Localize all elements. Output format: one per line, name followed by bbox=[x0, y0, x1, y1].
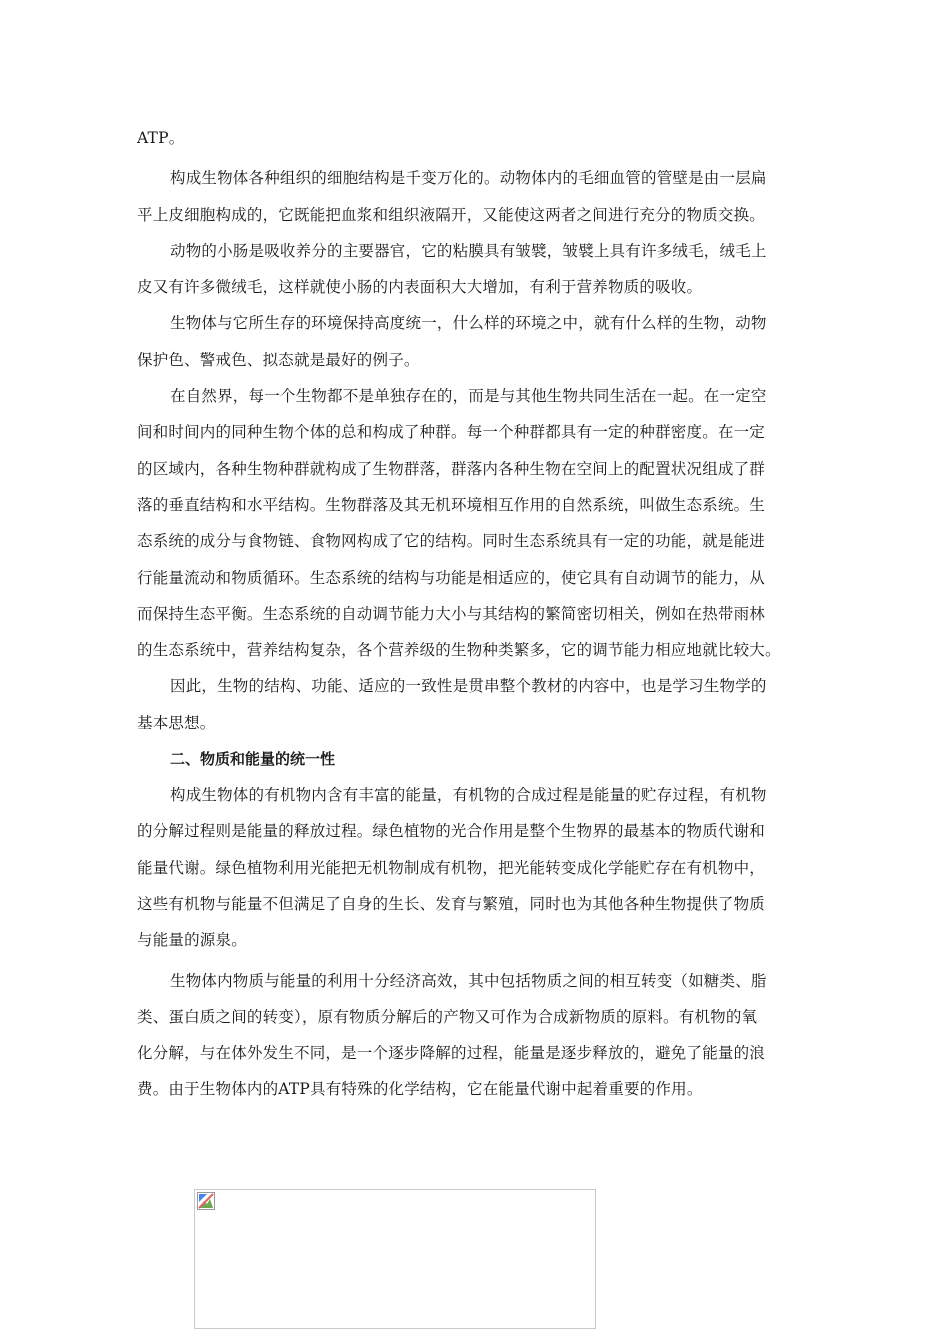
text-line: ATP。 bbox=[137, 129, 185, 147]
section-heading: 二、物质和能量的统一性 bbox=[170, 750, 336, 769]
figure-image-placeholder bbox=[194, 1189, 596, 1329]
text-line: 落的垂直结构和水平结构。生物群落及其无机环境相互作用的自然系统，叫做生态系统。生 bbox=[137, 495, 766, 514]
text-line: 的区域内，各种生物种群就构成了生物群落，群落内各种生物在空间上的配置状况组成了群 bbox=[137, 459, 766, 478]
text-line: 行能量流动和物质循环。生态系统的结构与功能是相适应的，使它具有自动调节的能力，从 bbox=[137, 568, 766, 587]
paragraph bbox=[137, 305, 813, 378]
text-line: 皮又有许多微绒毛，这样就使小肠的内表面积大大增加，有利于营养物质的吸收。 bbox=[137, 278, 703, 297]
text-line: 生物体与它所生存的环境保持高度统一，什么样的环境之中，就有什么样的生物，动物 bbox=[170, 314, 767, 333]
document-body bbox=[137, 120, 813, 1108]
text-line: 与能量的源泉。 bbox=[137, 931, 247, 950]
broken-image-icon bbox=[197, 1192, 215, 1210]
text-line: 因此，生物的结构、功能、适应的一致性是贯串整个教材的内容中，也是学习生物学的 bbox=[170, 677, 767, 696]
text-line: 基本思想。 bbox=[137, 713, 216, 732]
paragraph bbox=[137, 160, 813, 233]
paragraph bbox=[137, 963, 813, 1108]
text-line: 费。由于生物体内的ATP具有特殊的化学结构，它在能量代谢中起着重要的作用。 bbox=[137, 1080, 703, 1099]
text-line: 能量代谢。绿色植物利用光能把无机物制成有机物，把光能转变成化学能贮存在有机物中， bbox=[137, 858, 766, 877]
paragraph bbox=[137, 777, 813, 958]
text-line: 动物的小肠是吸收养分的主要器官，它的粘膜具有皱襞，皱襞上具有许多绒毛，绒毛上 bbox=[170, 241, 767, 260]
text-line: 平上皮细胞构成的，它既能把血浆和组织液隔开，又能使这两者之间进行充分的物质交换。 bbox=[137, 205, 766, 224]
text-line: 化分解，与在体外发生不同，是一个逐步降解的过程，能量是逐步释放的，避免了能量的浪 bbox=[137, 1044, 766, 1063]
text-line: 在自然界，每一个生物都不是单独存在的，而是与其他生物共同生活在一起。在一定空 bbox=[170, 387, 767, 406]
text-line: 类、蛋白质之间的转变），原有物质分解后的产物又可作为合成新物质的原料。有机物的氧 bbox=[137, 1007, 758, 1026]
text-line: 生物体内物质与能量的利用十分经济高效，其中包括物质之间的相互转变（如糖类、脂 bbox=[170, 971, 767, 990]
text-line: 而保持生态平衡。生态系统的自动调节能力大小与其结构的繁简密切相关，例如在热带雨林 bbox=[137, 604, 766, 623]
text-line: 保护色、警戒色、拟态就是最好的例子。 bbox=[137, 350, 420, 369]
text-line: 这些有机物与能量不但满足了自身的生长、发育与繁殖，同时也为其他各种生物提供了物质 bbox=[137, 894, 766, 913]
text-line: 构成生物体的有机物内含有丰富的能量，有机物的合成过程是能量的贮存过程，有机物 bbox=[170, 786, 767, 805]
paragraph bbox=[137, 233, 813, 306]
paragraph bbox=[137, 668, 813, 741]
text-line: 的分解过程则是能量的释放过程。绿色植物的光合作用是整个生物界的最基本的物质代谢和 bbox=[137, 822, 766, 841]
text-line: 态系统的成分与食物链、食物网构成了它的结构。同时生态系统具有一定的功能，就是能进 bbox=[137, 532, 766, 551]
text-line: 构成生物体各种组织的细胞结构是千变万化的。动物体内的毛细血管的管壁是由一层扁 bbox=[170, 169, 767, 188]
text-line: 间和时间内的同种生物个体的总和构成了种群。每一个种群都具有一定的种群密度。在一定 bbox=[137, 423, 766, 442]
paragraph bbox=[137, 378, 813, 668]
text-line: 的生态系统中，营养结构复杂，各个营养级的生物种类繁多，它的调节能力相应地就比较大。 bbox=[137, 641, 781, 660]
